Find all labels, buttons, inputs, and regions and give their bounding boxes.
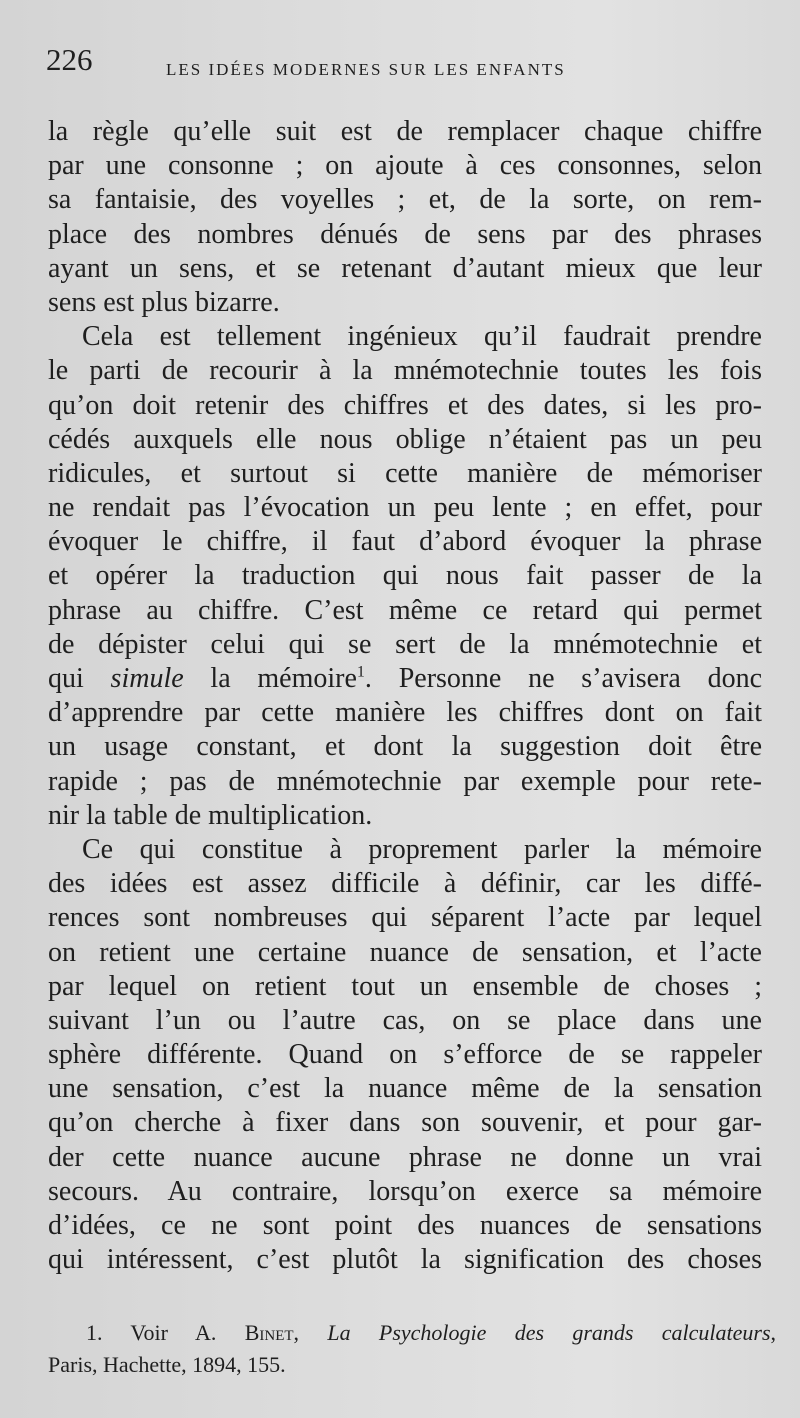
text-line: par une consonne ; on ajoute à ces consonnes, selon bbox=[48, 150, 762, 182]
page-header bbox=[46, 42, 766, 88]
footnote-marker[interactable]: 1 bbox=[356, 663, 365, 681]
text-line: on retient une certaine nuance de sensation, et l’acte bbox=[48, 936, 762, 968]
text-line: Ce qui constitue à proprement parler la mémoire bbox=[82, 833, 762, 865]
text-line: évoquer le chiffre, il faut d’abord évoquer la phrase bbox=[48, 526, 762, 558]
text-line: des idées est assez difficile à définir, car les diffé- bbox=[48, 868, 762, 900]
text-line: un usage constant, et dont la suggestion doit être bbox=[48, 731, 762, 763]
footnote-text: Voir bbox=[130, 1320, 195, 1345]
text-line: ayant un sens, et se retenant d’autant mieux que leur bbox=[48, 252, 762, 284]
text-line: rapide ; pas de mnémotechnie par exemple pour rete- bbox=[48, 765, 762, 797]
text-line: sens est plus bizarre. bbox=[48, 286, 280, 318]
footnote-text: , bbox=[293, 1320, 328, 1345]
text-line: nir la table de multiplication. bbox=[48, 799, 373, 831]
text-line: sphère différente. Quand on s’efforce de se rappeler bbox=[48, 1039, 762, 1071]
text-line: qu’on cherche à fixer dans son souvenir, et pour gar- bbox=[48, 1107, 762, 1139]
text-line-with-italic bbox=[48, 662, 762, 696]
page-number: 226 bbox=[46, 42, 93, 77]
footnote-number: 1. bbox=[86, 1320, 131, 1345]
text-line: suivant l’un ou l’autre cas, on se place dans une bbox=[48, 1004, 762, 1036]
text-line: la règle qu’elle suit est de remplacer chaque chiffre bbox=[48, 116, 762, 147]
text-segment: . Personne ne s’avisera donc bbox=[364, 663, 762, 694]
footnote bbox=[48, 1317, 776, 1381]
text-line: ne rendait pas l’évocation un peu lente ; en effet, pour bbox=[48, 492, 762, 524]
text-line: de dépister celui qui se sert de la mnémotechnie et bbox=[48, 628, 762, 660]
footnote-line bbox=[48, 1317, 776, 1349]
italic-word: simule bbox=[110, 663, 184, 694]
text-line: d’idées, ce ne sont point des nuances de sensations bbox=[48, 1210, 762, 1241]
author-name: Binet bbox=[244, 1320, 294, 1345]
text-line: qui intéressent, c’est plutôt la signification des choses bbox=[48, 1244, 762, 1276]
text-line: ridicules, et surtout si cette manière de mémoriser bbox=[48, 457, 762, 489]
text-line: Cela est tellement ingénieux qu’il faudrait prendre bbox=[82, 321, 762, 353]
author-initial: A. bbox=[195, 1320, 245, 1345]
text-line: cédés auxquels elle nous oblige n’étaient pas un peu bbox=[48, 423, 762, 455]
text-line: d’apprendre par cette manière les chiffres dont on fait bbox=[48, 697, 762, 729]
text-line: phrase au chiffre. C’est même ce retard qui permet bbox=[48, 594, 762, 626]
text-line: secours. Au contraire, lorsqu’on exerce sa mémoire bbox=[48, 1175, 762, 1207]
text-line: place des nombres dénués de sens par des phrases bbox=[48, 218, 762, 250]
text-segment: qui bbox=[48, 663, 111, 694]
body-text bbox=[48, 115, 762, 1277]
text-line: der cette nuance aucune phrase ne donne un vrai bbox=[48, 1141, 762, 1173]
text-line: et opérer la traduction qui nous fait passer de la bbox=[48, 560, 762, 592]
text-line: par lequel on retient tout un ensemble de choses ; bbox=[48, 970, 762, 1002]
text-line: le parti de recourir à la mnémotechnie toutes les fois bbox=[48, 355, 762, 387]
book-title: La Psychologie des grands calculateurs bbox=[327, 1320, 771, 1345]
text-line: rences sont nombreuses qui séparent l’acte par lequel bbox=[48, 902, 762, 934]
text-line: sa fantaisie, des voyelles ; et, de la sorte, on rem- bbox=[48, 184, 762, 216]
running-title: LES IDÉES MODERNES SUR LES ENFANTS bbox=[166, 60, 566, 79]
footnote-line: Paris, Hachette, 1894, 155. bbox=[48, 1352, 286, 1377]
footnote-text: , bbox=[770, 1320, 777, 1345]
text-line: une sensation, c’est la nuance même de la sensation bbox=[48, 1073, 762, 1105]
text-segment: la mémoire bbox=[183, 663, 357, 694]
text-line: qu’on doit retenir des chiffres et des dates, si les pro- bbox=[48, 389, 762, 421]
